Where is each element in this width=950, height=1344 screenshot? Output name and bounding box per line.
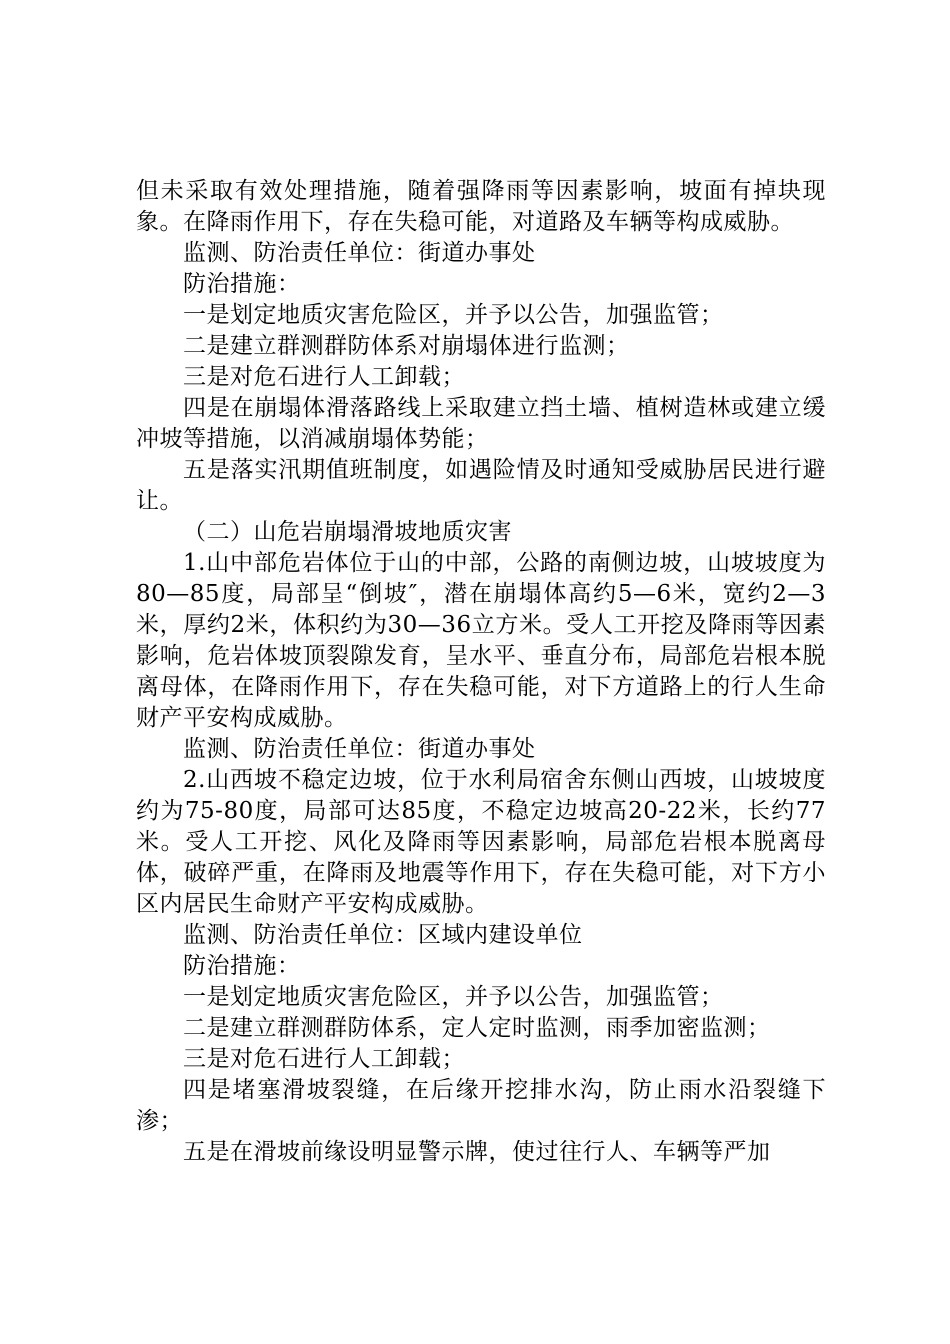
section-heading: （二）山危岩崩塌滑坡地质灾害 (183, 519, 512, 545)
paragraph-site-2-measure-5: 五是在滑坡前缘设明显警示牌，使过往行人、车辆等严加 (183, 1139, 771, 1165)
paragraph-site-1-description: 1.山中部危岩体位于山的中部，公路的南侧边坡，山坡坡度为80—85度，局部呈“倒坡″，潜在崩塌体高约5—6米，宽约2—3米，厚约2米，体积约为30—36立方米。受人工开挖及降雨等因素影响，危岩体坡顶裂隙发育，呈水平、垂直分布，局部危岩根本脱离母体，在降雨作用下，存在失稳可能，对下方道路上的行人生命财产平安构成威胁。 (136, 550, 826, 731)
paragraph-measure-5: 五是落实汛期值班制度，如遇险情及时通知受威胁居民进行避让。 (136, 457, 826, 514)
paragraph-measure-3: 三是对危石进行人工卸载； (183, 364, 465, 390)
paragraph-responsible-unit: 监测、防治责任单位：街道办事处 (183, 240, 536, 266)
paragraph-measure-4: 四是在崩塌体滑落路线上采取建立挡土墙、植树造林或建立缓冲坡等措施，以消减崩塌体势能； (136, 395, 826, 452)
paragraph-measure-1: 一是划定地质灾害危险区，并予以公告，加强监管； (183, 302, 724, 328)
paragraph-measures-heading: 防治措施： (183, 271, 301, 297)
paragraph-site-2-measures-heading: 防治措施： (183, 953, 301, 979)
paragraph-site-1-responsible-unit: 监测、防治责任单位：街道办事处 (183, 736, 536, 762)
paragraph-site-2-responsible-unit: 监测、防治责任单位：区域内建设单位 (183, 922, 583, 948)
paragraph-threat-description: 但未采取有效处理措施，随着强降雨等因素影响，坡面有掉块现象。在降雨作用下，存在失稳可能，对道路及车辆等构成威胁。 (136, 178, 826, 235)
paragraph-measure-2: 二是建立群测群防体系对崩塌体进行监测； (183, 333, 630, 359)
paragraph-site-2-measure-4: 四是堵塞滑坡裂缝，在后缘开挖排水沟，防止雨水沿裂缝下渗； (136, 1077, 826, 1134)
paragraph-site-2-description: 2.山西坡不稳定边坡，位于水利局宿舍东侧山西坡，山坡坡度约为75-80度，局部可达85度，不稳定边坡高20-22米，长约77米。受人工开挖、风化及降雨等因素影响，局部危岩根本脱离母体，破碎严重，在降雨及地震等作用下，存在失稳可能，对下方小区内居民生命财产平安构成威胁。 (136, 767, 826, 917)
paragraph-site-2-measure-2: 二是建立群测群防体系，定人定时监测，雨季加密监测； (183, 1015, 771, 1041)
document-body (136, 176, 826, 1168)
paragraph-site-2-measure-3: 三是对危石进行人工卸载； (183, 1046, 465, 1072)
paragraph-site-2-measure-1: 一是划定地质灾害危险区，并予以公告，加强监管； (183, 984, 724, 1010)
